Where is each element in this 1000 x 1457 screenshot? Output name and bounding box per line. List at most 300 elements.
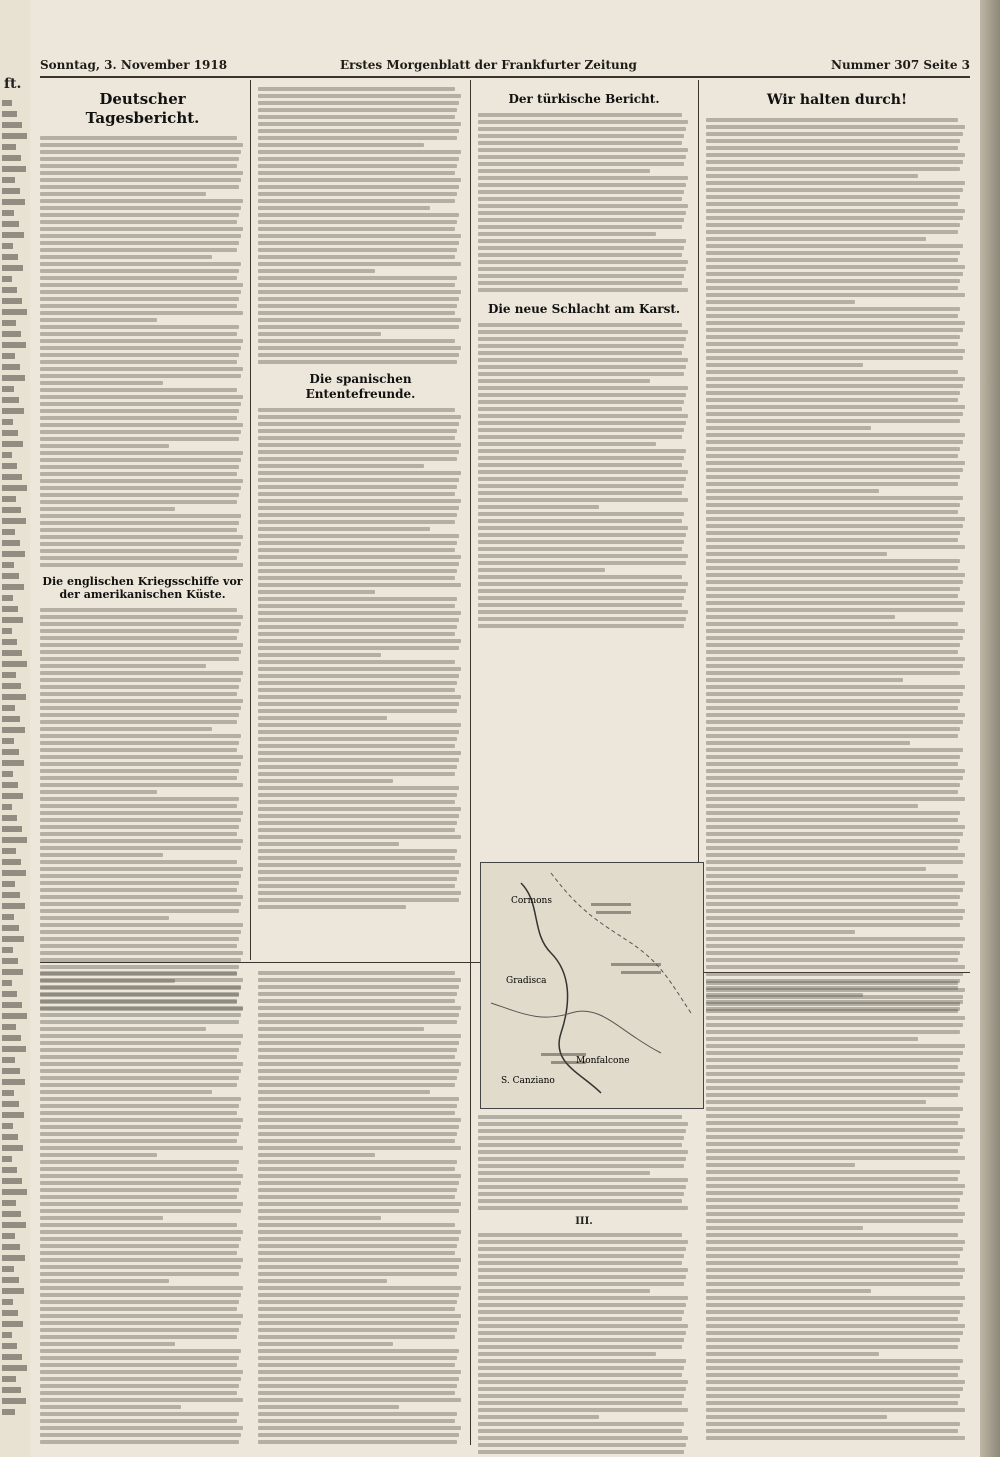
text-line: [706, 1093, 958, 1097]
text-line: [40, 241, 239, 245]
text-line: [478, 554, 688, 558]
text-line: [258, 534, 459, 538]
text-line: [40, 1209, 241, 1213]
lower-column-1: [40, 968, 245, 1447]
text-line: [258, 590, 375, 594]
text-line: [478, 505, 599, 509]
text-line: [258, 905, 406, 909]
text-line: [40, 1300, 239, 1304]
text-line: [258, 842, 399, 846]
text-line: [258, 1153, 375, 1157]
text-line: [478, 176, 688, 180]
text-line: [258, 1342, 393, 1346]
strip-text-fragment: [2, 452, 12, 458]
text-line: [258, 999, 455, 1003]
text-line: [40, 692, 237, 696]
text-line: [40, 290, 241, 294]
text-line: [478, 547, 682, 551]
strip-text-fragment: [2, 639, 17, 645]
text-line: [706, 930, 855, 934]
text-line: [478, 148, 688, 152]
text-line: [40, 1006, 243, 1010]
text-line: [258, 415, 461, 419]
text-line: [706, 888, 963, 892]
strip-text-fragment: [2, 859, 21, 865]
lower-column-2-text: [258, 971, 463, 1444]
text-line: [40, 685, 239, 689]
text-line: [706, 1331, 963, 1335]
text-line: [258, 681, 457, 685]
text-line: [258, 485, 457, 489]
text-line: [258, 992, 457, 996]
text-line: [40, 150, 241, 154]
strip-text-fragment: [2, 1376, 16, 1382]
strip-text-fragment: [2, 353, 15, 359]
text-line: [40, 1153, 157, 1157]
text-line: [706, 951, 960, 955]
text-line: [706, 895, 960, 899]
text-line: [258, 1251, 455, 1255]
text-line: [478, 253, 682, 257]
text-line: [478, 1394, 684, 1398]
text-line: [258, 674, 459, 678]
strip-text-fragment: [2, 287, 17, 293]
text-line: [478, 1122, 688, 1126]
text-line: [706, 699, 960, 703]
text-line: [258, 611, 461, 615]
text-line: [706, 1415, 887, 1419]
strip-text-fragment: [2, 551, 25, 557]
strip-text-fragment: [2, 1013, 27, 1019]
text-line: [40, 1307, 237, 1311]
text-line: [706, 958, 958, 962]
text-line: [40, 951, 243, 955]
strip-text-fragment: [2, 1266, 14, 1272]
text-line: [478, 1261, 682, 1265]
text-line: [706, 1296, 965, 1300]
strip-text-fragment: [2, 496, 16, 502]
map-place-label: Cormons: [511, 896, 552, 906]
text-line: [40, 1391, 237, 1395]
text-line: [706, 1359, 963, 1363]
text-line: [478, 617, 686, 621]
text-line: [40, 157, 239, 161]
text-line: [706, 559, 960, 563]
text-line: [478, 162, 684, 166]
text-line: [706, 601, 965, 605]
text-line: [258, 1020, 457, 1024]
strip-text-fragment: [2, 881, 15, 887]
text-line: [478, 1380, 688, 1384]
text-line: [40, 465, 239, 469]
text-line: [478, 260, 688, 264]
lower-column-2: [258, 968, 463, 1447]
page-edge-shadow: [980, 0, 1000, 1457]
text-line: [258, 150, 461, 154]
text-line: [706, 678, 903, 682]
text-line: [258, 583, 461, 587]
text-line: [40, 1405, 181, 1409]
text-line: [258, 660, 455, 664]
text-line: [706, 118, 958, 122]
map-place-label: Gradisca: [506, 976, 547, 986]
strip-text-fragment: [2, 1134, 18, 1140]
text-line: [478, 1345, 682, 1349]
column-1-text-b: [40, 608, 245, 1011]
text-line: [706, 454, 958, 458]
text-line: [706, 468, 963, 472]
strip-text-fragment: [2, 133, 27, 139]
text-line: [478, 568, 605, 572]
text-line: [706, 1338, 960, 1342]
text-line: [258, 248, 457, 252]
text-line: [706, 335, 960, 339]
text-line: [258, 262, 461, 266]
text-line: [706, 741, 910, 745]
text-line: [478, 1150, 688, 1154]
text-line: [258, 1202, 461, 1206]
text-line: [40, 1125, 241, 1129]
text-line: [40, 528, 237, 532]
text-line: [258, 346, 461, 350]
strip-text-fragment: [2, 397, 19, 403]
text-line: [706, 762, 958, 766]
text-line: [706, 1352, 879, 1356]
text-line: [258, 429, 457, 433]
karst-title: Die neue Schlacht am Karst.: [487, 302, 681, 316]
text-line: [478, 477, 686, 481]
text-line: [40, 220, 237, 224]
text-line: [258, 835, 461, 839]
text-line: [706, 1177, 958, 1181]
text-line: [258, 241, 459, 245]
lower-column-3: [478, 1112, 690, 1457]
text-line: [40, 262, 241, 266]
text-line: [478, 449, 686, 453]
text-line: [706, 1394, 960, 1398]
text-line: [706, 356, 963, 360]
text-line: [706, 748, 963, 752]
text-line: [706, 1429, 958, 1433]
text-line: [40, 615, 243, 619]
text-line: [706, 902, 958, 906]
text-line: [40, 325, 239, 329]
text-line: [40, 374, 241, 378]
strip-text-fragment: [2, 144, 16, 150]
text-line: [258, 576, 455, 580]
text-line: [40, 1433, 241, 1437]
text-line: [478, 519, 682, 523]
text-line: [258, 457, 457, 461]
text-line: [40, 1076, 239, 1080]
strip-fragment-text: ft.: [4, 76, 22, 92]
strip-text-fragment: [2, 628, 12, 634]
text-line: [40, 1062, 243, 1066]
text-line: [258, 1244, 457, 1248]
text-line: [258, 646, 459, 650]
text-line: [258, 171, 455, 175]
text-line: [706, 419, 960, 423]
text-line: [706, 258, 958, 262]
strip-text-fragment: [2, 1222, 26, 1228]
column-2-text-b: [258, 408, 463, 909]
strip-text-fragment: [2, 111, 17, 117]
text-line: [258, 450, 459, 454]
text-line: [258, 1034, 461, 1038]
text-line: [258, 101, 459, 105]
text-line: [40, 797, 239, 801]
strip-text-fragment: [2, 958, 18, 964]
strip-text-fragment: [2, 595, 13, 601]
text-line: [40, 720, 237, 724]
text-line: [258, 1048, 457, 1052]
text-line: [478, 1373, 682, 1377]
text-line: [706, 440, 963, 444]
text-line: [40, 622, 241, 626]
text-line: [706, 321, 965, 325]
strip-text-fragment: [2, 1409, 15, 1415]
text-line: [478, 1233, 682, 1237]
text-line: [706, 566, 958, 570]
text-line: [40, 1363, 237, 1367]
text-line: [40, 706, 241, 710]
text-line: [478, 211, 686, 215]
text-line: [40, 1104, 239, 1108]
text-line: [478, 540, 684, 544]
strip-text-fragment: [2, 705, 15, 711]
text-line: [478, 1171, 650, 1175]
text-line: [258, 1384, 457, 1388]
text-line: [258, 569, 457, 573]
text-line: [258, 276, 457, 280]
text-line: [478, 1324, 688, 1328]
text-line: [706, 1121, 958, 1125]
text-line: [706, 1226, 863, 1230]
column-1-text-a: [40, 136, 245, 567]
strip-text-fragment: [2, 837, 27, 843]
text-line: [40, 339, 243, 343]
text-line: [706, 517, 965, 521]
strip-text-fragment: [2, 738, 14, 744]
text-line: [706, 314, 958, 318]
text-line: [40, 276, 237, 280]
text-line: [40, 1216, 163, 1220]
text-line: [40, 549, 239, 553]
text-line: [706, 636, 963, 640]
tuerkisch-title: Der türkische Bericht.: [508, 92, 660, 106]
header-date: Sonntag, 3. November 1918: [40, 58, 228, 72]
text-line: [40, 1041, 241, 1045]
text-line: [258, 1349, 459, 1353]
text-line: [706, 1044, 965, 1048]
text-line: [706, 867, 926, 871]
strip-text-fragment: [2, 298, 22, 304]
text-line: [706, 1345, 958, 1349]
text-line: [258, 716, 387, 720]
text-line: [478, 1387, 686, 1391]
text-line: [706, 1016, 965, 1020]
text-line: [40, 804, 237, 808]
strip-text-fragment: [2, 419, 13, 425]
text-line: [40, 451, 243, 455]
text-line: [478, 127, 686, 131]
text-line: [40, 171, 243, 175]
text-line: [40, 346, 241, 350]
text-line: [478, 1192, 684, 1196]
strip-text-fragment: [2, 1002, 22, 1008]
text-line: [258, 978, 461, 982]
text-line: [258, 1265, 459, 1269]
text-line: [706, 916, 963, 920]
text-line: [478, 582, 688, 586]
text-line: [478, 1359, 686, 1363]
strip-text-fragment: [2, 1288, 24, 1294]
text-line: [258, 164, 457, 168]
text-line: [478, 400, 684, 404]
text-line: [258, 1195, 455, 1199]
text-line: [40, 1412, 239, 1416]
text-line: [40, 1146, 243, 1150]
text-line: [706, 1135, 963, 1139]
text-line: [706, 447, 960, 451]
strip-text-fragment: [2, 1200, 16, 1206]
text-line: [258, 1118, 461, 1122]
text-line: [258, 227, 455, 231]
text-line: [706, 664, 963, 668]
strip-text-fragment: [2, 408, 24, 414]
text-line: [706, 594, 958, 598]
text-line: [706, 881, 965, 885]
strip-text-fragment: [2, 441, 23, 447]
text-line: [40, 1293, 241, 1297]
text-line: [706, 405, 965, 409]
text-line: [40, 283, 243, 287]
strip-text-fragment: [2, 210, 14, 216]
text-line: [258, 108, 457, 112]
strip-text-fragment: [2, 1365, 27, 1371]
text-line: [706, 995, 963, 999]
text-line: [706, 216, 963, 220]
text-line: [706, 146, 958, 150]
text-line: [258, 318, 461, 322]
text-line: [258, 1027, 424, 1031]
text-line: [706, 923, 960, 927]
strip-text-fragment: [2, 188, 20, 194]
text-line: [40, 213, 239, 217]
text-line: [258, 1132, 457, 1136]
strip-text-fragment: [2, 969, 23, 975]
text-line: [40, 1286, 243, 1290]
text-line: [706, 1408, 965, 1412]
text-line: [706, 1261, 958, 1265]
text-line: [258, 436, 455, 440]
text-line: [40, 713, 239, 717]
text-line: [706, 1422, 960, 1426]
strip-text-fragment: [2, 1354, 22, 1360]
section-marker: III.: [575, 1216, 593, 1227]
text-line: [478, 435, 682, 439]
text-line: [706, 489, 879, 493]
text-line: [478, 1296, 688, 1300]
text-line: [258, 786, 459, 790]
strip-text-fragment: [2, 1211, 21, 1217]
text-line: [706, 1275, 963, 1279]
text-line: [40, 776, 237, 780]
text-line: [40, 999, 237, 1003]
text-line: [258, 555, 461, 559]
text-line: [258, 464, 424, 468]
text-line: [478, 1429, 682, 1433]
text-line: [478, 288, 688, 292]
text-line: [40, 741, 239, 745]
text-line: [478, 1331, 686, 1335]
text-line: [706, 804, 918, 808]
text-line: [258, 520, 455, 524]
column-4: [706, 84, 968, 1014]
text-line: [706, 909, 965, 913]
text-line: [478, 218, 684, 222]
text-line: [258, 297, 459, 301]
text-line: [706, 657, 965, 661]
text-line: [258, 304, 457, 308]
text-line: [40, 1111, 237, 1115]
text-line: [40, 881, 239, 885]
text-line: [258, 856, 455, 860]
text-line: [478, 1401, 682, 1405]
text-line: [706, 1240, 965, 1244]
text-line: [478, 624, 684, 628]
strip-text-fragment: [2, 199, 25, 205]
text-line: [478, 533, 686, 537]
strip-text-fragment: [2, 540, 20, 546]
text-line: [258, 772, 455, 776]
text-line: [40, 1398, 243, 1402]
text-line: [706, 811, 960, 815]
text-line: [478, 575, 682, 579]
text-line: [478, 197, 682, 201]
text-line: [258, 688, 455, 692]
text-line: [706, 1436, 965, 1440]
text-line: [40, 535, 243, 539]
text-line: [478, 1310, 684, 1314]
text-line: [478, 1450, 684, 1454]
text-line: [40, 248, 237, 252]
text-line: [258, 234, 461, 238]
text-line: [706, 1009, 958, 1013]
text-line: [478, 183, 686, 187]
text-line: [706, 755, 960, 759]
text-line: [706, 538, 958, 542]
text-line: [40, 671, 243, 675]
strip-text-fragment: [2, 1178, 22, 1184]
text-line: [40, 985, 241, 989]
text-line: [706, 286, 958, 290]
text-line: [40, 1027, 206, 1031]
lower-column-4-text: [706, 981, 968, 1440]
text-line: [478, 610, 688, 614]
text-line: [706, 1058, 960, 1062]
text-line: [478, 358, 688, 362]
strip-text-fragment: [2, 1068, 20, 1074]
text-line: [706, 1289, 871, 1293]
previous-page-strip: [0, 0, 31, 1457]
text-line: [258, 639, 461, 643]
text-line: [478, 1185, 686, 1189]
strip-text-fragment: [2, 177, 15, 183]
text-line: [40, 839, 243, 843]
text-line: [478, 1317, 682, 1321]
text-line: [40, 1335, 237, 1339]
